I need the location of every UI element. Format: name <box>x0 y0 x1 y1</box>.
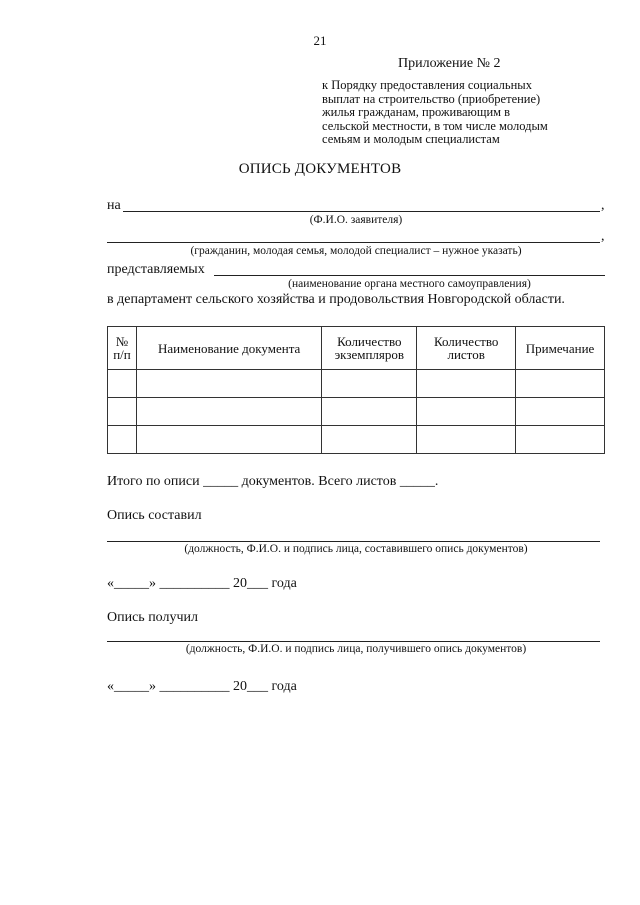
compiled-label: Опись составил <box>107 508 202 523</box>
appendix-line: сельской местности, в том числе молодым <box>322 118 548 133</box>
appendix-title: Приложение № 2 <box>398 56 501 71</box>
compiled-signature-line[interactable] <box>107 541 600 542</box>
table-cell[interactable] <box>516 426 605 454</box>
table-cell[interactable] <box>417 370 516 398</box>
received-signature-line[interactable] <box>107 641 600 642</box>
table-cell[interactable] <box>516 398 605 426</box>
header-copies: Количество экземпляров <box>322 327 417 370</box>
table-cell[interactable] <box>136 370 321 398</box>
table-row <box>108 426 605 454</box>
page-number: 21 <box>313 33 327 48</box>
appendix-line: жилья гражданам, проживающим в <box>322 105 511 119</box>
table-cell[interactable] <box>417 398 516 426</box>
received-label: Опись получил <box>107 610 199 625</box>
header-document-name: Наименование документа <box>136 327 321 370</box>
table-row <box>108 370 605 398</box>
compiled-caption: (должность, Ф.И.О. и подпись лица, составившего опись документов) <box>184 543 528 555</box>
applicant-name-line[interactable] <box>123 211 600 212</box>
header-number: № п/п <box>108 327 137 370</box>
appendix-line: семьям и молодым специалистам <box>322 132 500 146</box>
appendix-line: к Порядку предоставления социальных <box>322 78 532 92</box>
totals-line: Итого по описи _____ документов. Всего листов _____. <box>107 474 439 489</box>
table-cell[interactable] <box>322 426 417 454</box>
compiled-date: «_____» __________ 20___ года <box>107 576 297 591</box>
table-header-row <box>108 327 605 370</box>
applicant-caption: (Ф.И.О. заявителя) <box>309 214 403 226</box>
appendix-line: выплат на строительство (приобретение) <box>322 91 541 106</box>
appendix-description <box>322 79 582 147</box>
na-label: на <box>107 198 121 213</box>
table-cell[interactable] <box>322 370 417 398</box>
department-line: в департамент сельского хозяйства и продовольствия Новгородской области. <box>107 292 565 307</box>
table-cell[interactable] <box>136 398 321 426</box>
authority-caption: (наименование органа местного самоуправления) <box>288 278 531 290</box>
table-cell[interactable] <box>516 370 605 398</box>
comma: , <box>601 229 605 244</box>
table-cell[interactable] <box>108 398 137 426</box>
status-caption: (гражданин, молодая семья, молодой специалист – нужное указать) <box>190 245 522 257</box>
table-row <box>108 398 605 426</box>
received-caption: (должность, Ф.И.О. и подпись лица, получившего опись документов) <box>185 643 527 655</box>
table-cell[interactable] <box>136 426 321 454</box>
table-cell[interactable] <box>322 398 417 426</box>
documents-table <box>107 326 605 454</box>
table-cell[interactable] <box>417 426 516 454</box>
presented-label: представляемых <box>107 262 205 277</box>
table-cell[interactable] <box>108 370 137 398</box>
header-note: Примечание <box>516 327 605 370</box>
comma: , <box>601 198 605 213</box>
applicant-status-line[interactable] <box>107 242 600 243</box>
header-sheets: Количество листов <box>417 327 516 370</box>
document-title: ОПИСЬ ДОКУМЕНТОВ <box>238 161 402 177</box>
received-date: «_____» __________ 20___ года <box>107 679 297 694</box>
authority-name-line[interactable] <box>214 275 605 276</box>
table-cell[interactable] <box>108 426 137 454</box>
